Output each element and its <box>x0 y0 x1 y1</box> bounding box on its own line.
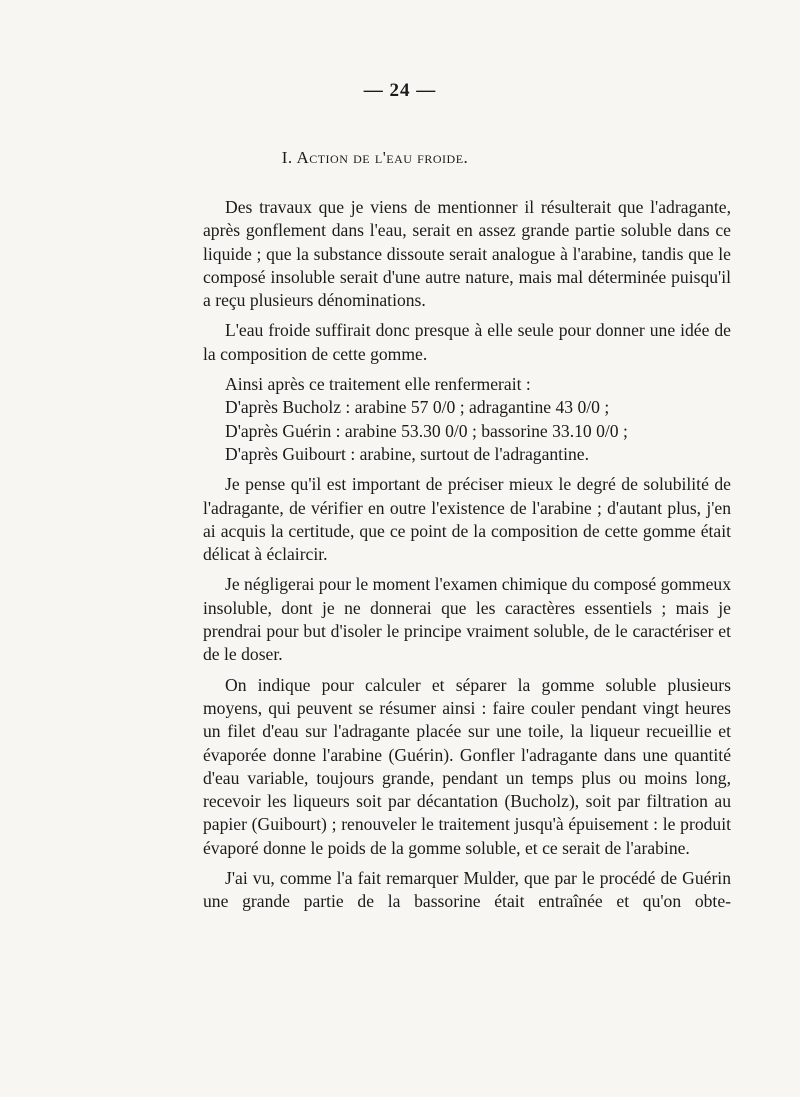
list-intro: Ainsi après ce traitement elle renfermerait : <box>225 374 531 395</box>
list-item-guerin: D'après Guérin : arabine 53.30 0/0 ; bassorine 33.10 0/0 ; <box>225 420 628 441</box>
paragraph: Des travaux que je viens de mentionner il résulterait que l'adragante, après gonflement dans l'eau, serait en assez grande partie soluble dans ce liquide ; que la substance dissoute serait analogue à l'arabine, tandis que le composé insoluble serait d'une autre nature, mais mal déterminée puisqu'il a reçu plusieurs dénominations. <box>203 197 731 311</box>
list-item-bucholz: D'après Bucholz : arabine 57 0/0 ; adragantine 43 0/0 ; <box>225 397 610 418</box>
page-number: — 24 — <box>363 80 437 101</box>
paragraph: Je pense qu'il est important de préciser mieux le degré de solubilité de l'adragante, de vérifier en outre l'existence de l'arabine ; d'autant plus, j'en ai acquis la certitude, que ce point de la composition de cette gomme était délicat à éclaircir. <box>203 474 731 565</box>
paragraph: J'ai vu, comme l'a fait remarquer Mulder, que par le procédé de Guérin une grande partie de la bassorine était entraînée et qu'on obte- <box>203 868 731 912</box>
list-item-guibourt: D'après Guibourt : arabine, surtout de l'adragantine. <box>225 443 589 464</box>
paragraph: On indique pour calculer et séparer la gomme soluble plusieurs moyens, qui peuvent se résumer ainsi : faire couler pendant vingt heures un filet d'eau sur l'adragante placée sur une toile, la liqueur recueillie et évaporée donne l'arabine (Guérin). Gonfler l'adragante dans une quantité d'eau variable, toujours grande, pendant un temps plus ou moins long, recevoir les liqueurs soit par décantation (Bucholz), soit par filtration au papier (Guibourt) ; renouveler le traitement jusqu'à épuisement : le produit évaporé donne le poids de la gomme soluble, et ce serait de l'arabine. <box>203 674 731 858</box>
body-text <box>203 196 731 921</box>
section-title: I. Action de l'eau froide. <box>281 148 469 167</box>
paragraph: Je négligerai pour le moment l'examen chimique du composé gommeux insoluble, dont je ne donnerai que les caractères essentiels ; mais je prendrai pour but d'isoler le principe vraiment soluble, de le caractériser et de le doser. <box>203 574 731 665</box>
paragraph: L'eau froide suffirait donc presque à elle seule pour donner une idée de la composition de cette gomme. <box>203 320 731 364</box>
